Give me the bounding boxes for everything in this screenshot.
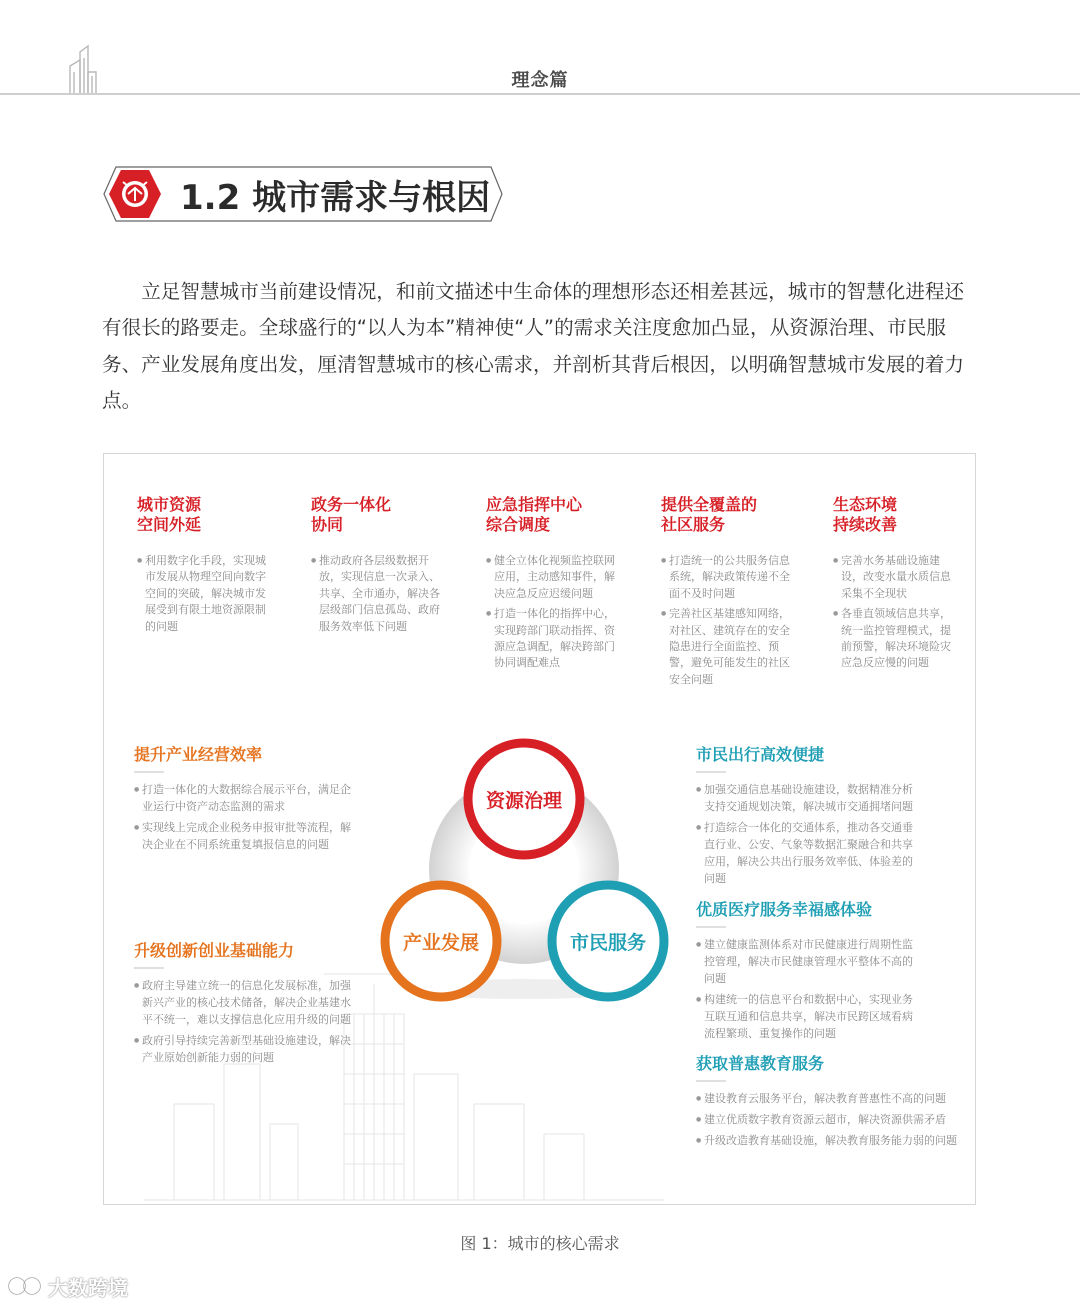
section-bullet: ● 建设教育云服务平台，解决教育普惠性不高的问题 <box>696 1090 966 1107</box>
section-bullet: ● 打造综合一体化的交通体系，推动各交通垂直行业、公安、气象等数据汇聚融合和共享应用，解决公共出行服务效率低、体验差的问题 <box>696 819 922 887</box>
column-bullet: ● 推动政府各层级数据开放，实现信息一次录入、共享、全市通办，解决各层级部门信息孤岛、政府服务效率低下问题 <box>311 553 441 635</box>
section-bullet: ● 建立优质数字教育资源云超市，解决资源供需矛盾 <box>696 1111 966 1128</box>
column-title: 应急指挥中心 <box>486 495 583 514</box>
section-bullet: ● 升级改造教育基础设施，解决教育服务能力弱的问题 <box>696 1132 966 1149</box>
circle-label-top: 资源治理 <box>485 790 562 812</box>
watermark-text: 大数跨境 <box>48 1276 128 1300</box>
header-rule <box>0 93 1080 95</box>
section-title: 1.2 城市需求与根因 <box>180 178 491 218</box>
watermark-logo-icon <box>8 1273 46 1299</box>
column-bullet: ● 打造统一的公共服务信息系统，解决政策传递不全面不及时问题 <box>661 553 791 602</box>
column-bullet: ● 完善社区基建感知网络，对社区、建筑存在的安全隐患进行全面监控、预警，避免可能发生的社区安全问题 <box>661 606 791 688</box>
section-bullet: ● 政府主导建立统一的信息化发展标准，加强新兴产业的核心技术储备，解决企业基建水平不统一，难以支撑信息化应用升级的问题 <box>134 977 354 1028</box>
column-bullet: ● 利用数字化手段，实现城市发展从物理空间向数字空间的突破，解决城市发展受到有限土地资源限制的问题 <box>137 553 267 635</box>
section-heading: 优质医疗服务幸福感体验 <box>696 900 873 919</box>
column-community-service <box>661 495 791 692</box>
intro-paragraph: 立足智慧城市当前建设情况，和前文描述中生命体的理想形态还相差甚远，城市的智慧化进程还有很长的路要走。全球盛行的“以人为本”精神使“人”的需求关注度愈加凸显，从资源治理、市民服务、产业发展角度出发，厘清智慧城市的核心需求，并剖析其背后根因，以明确智慧城市发展的着力点。 <box>102 280 965 413</box>
three-circle-diagram <box>374 734 674 1014</box>
column-bullet: ● 打造一体化的指挥中心，实现跨部门联动指挥、资源应急调配，解决跨部门协同调配难点 <box>486 606 616 672</box>
circle-label-right: 市民服务 <box>569 932 646 954</box>
figure-caption: 图 1：城市的核心需求 <box>460 1234 620 1253</box>
column-title: 政务一体化 <box>311 495 392 514</box>
section-bullet: ● 建立健康监测体系对市民健康进行周期性监控管理，解决市民健康管理水平整体不高的问题 <box>696 936 922 987</box>
column-title: 空间外延 <box>137 515 202 534</box>
section-bullet: ● 政府引导持续完善新型基础设施建设，解决产业原始创新能力弱的问题 <box>134 1032 354 1066</box>
column-title: 综合调度 <box>486 515 551 534</box>
column-ecology <box>833 495 961 676</box>
section-heading: 提升产业经营效率 <box>134 745 263 764</box>
column-bullet: ● 各垂直领域信息共享，统一监控管理模式，提前预警，解决环境险灾应急反应慢的问题 <box>833 606 961 672</box>
section-medical-service <box>696 900 922 1046</box>
column-title: 生态环境 <box>833 495 898 514</box>
column-bullet: ● 健全立体化视频监控联网应用，主动感知事件，解决应急反应迟缓问题 <box>486 553 616 602</box>
column-title: 协同 <box>311 515 344 534</box>
section-bullet: ● 构建统一的信息平台和数据中心，实现业务互联互通和信息共享，解决市民跨区域看病流程繁琐、重复操作的问题 <box>696 991 922 1042</box>
section-citizen-travel <box>696 745 922 891</box>
column-title: 持续改善 <box>833 515 898 534</box>
column-bullet: ● 完善水务基础设施建设，改变水量水质信息采集不全现状 <box>833 553 961 602</box>
running-head: 理念篇 <box>511 70 569 91</box>
section-bullet: ● 实现线上完成企业税务申报审批等流程，解决企业在不同系统重复填报信息的问题 <box>134 819 354 853</box>
column-title: 提供全覆盖的 <box>661 495 758 514</box>
core-needs-figure <box>103 453 976 1205</box>
section-education-service <box>696 1054 966 1153</box>
section-innovation-capacity <box>134 941 354 1070</box>
column-gov-coordination <box>311 495 441 639</box>
column-resource-space <box>137 495 267 639</box>
section-heading: 市民出行高效便捷 <box>696 745 825 764</box>
section-industry-efficiency <box>134 745 354 857</box>
column-title: 城市资源 <box>137 495 202 514</box>
column-title: 社区服务 <box>661 515 726 534</box>
section-bullet: ● 加强交通信息基础设施建设，数据精准分析支持交通规划决策，解决城市交通拥堵问题 <box>696 781 922 815</box>
section-heading: 获取普惠教育服务 <box>696 1054 825 1073</box>
column-emergency-command <box>486 495 616 676</box>
section-bullet: ● 打造一体化的大数据综合展示平台，满足企业运行中资产动态监测的需求 <box>134 781 354 815</box>
circle-label-left: 产业发展 <box>402 932 479 954</box>
section-heading: 升级创新创业基础能力 <box>134 941 295 960</box>
